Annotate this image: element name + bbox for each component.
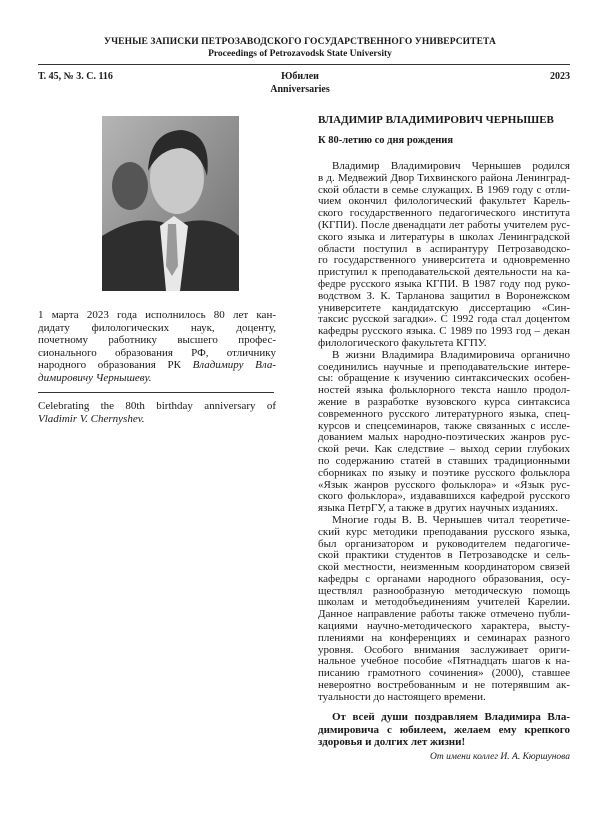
closing-line: здоровья и долгих лет жизни! — [318, 736, 466, 748]
paragraph-line: ского языка и литературы в школах Ленинградской — [318, 230, 570, 243]
paragraph-line: Многие годы В. В. Чернышев читал теоретиче- — [332, 513, 570, 526]
paragraph-line: кафедры с органами народного образования, осу- — [318, 572, 570, 585]
paragraph-line: школам и методобъединениям учителей Карелии. — [318, 596, 570, 609]
portrait-photo — [102, 116, 239, 291]
paragraph-line: ностей языка фольклорного текста нашло продол- — [318, 384, 570, 397]
paragraph-line: области поступил в аспирантуру Петрозаводско- — [318, 242, 570, 255]
paragraph-line: уровня. Особого внимания заслуживает ориги- — [318, 643, 570, 656]
paragraph-line: ской области в семье служащих. В 1969 году с отли- — [318, 183, 570, 196]
article-subtitle: К 80-летию со дня рождения — [318, 135, 454, 146]
paragraph-line: соединились научные и преподавательские интере- — [318, 360, 570, 373]
caption-line: почетному работнику высшего профес- — [38, 334, 276, 347]
paragraph-line: «Язык жанров русского фольклора» и «Язык рус- — [318, 478, 570, 491]
paragraph-line: ского государственного педагогического института — [318, 207, 570, 220]
english-caption — [38, 400, 276, 425]
paragraph-line: ществлял разнообразную методическую помощь — [318, 584, 570, 597]
paragraph-line: го государственного университета и одновременно — [318, 254, 570, 267]
english-name — [38, 413, 276, 426]
paragraph-line: ской местности, неизменным координатором связей — [318, 561, 570, 574]
paragraph-line: кафедры русского языка. С 1989 по 1993 год – декан — [318, 325, 570, 338]
section-en: Anniversaries — [270, 84, 330, 95]
year: 2023 — [550, 71, 570, 82]
caption-text: народного образования РК — [38, 359, 193, 372]
paragraph-line: сы: обращение к изучению синтаксических особен- — [318, 372, 570, 385]
paragraph-line: таксис русской загадки». С 1992 года стал доцентом — [318, 313, 570, 326]
article-title: ВЛАДИМИР ВЛАДИМИРОВИЧ ЧЕРНЫШЕВ — [318, 114, 554, 126]
signature: От имени коллег И. А. Кюршунова — [430, 752, 570, 762]
paragraph-line: курсов и спецсеминаров, также связанных с иссле- — [318, 419, 570, 432]
section-ru: Юбилеи — [281, 71, 319, 82]
caption-rule — [38, 392, 274, 393]
paragraph-line: Владимир Владимирович Чернышев родился — [332, 160, 570, 172]
caption-line — [38, 359, 276, 372]
paragraph-line: кациями научно-методического характера, высту- — [318, 620, 570, 633]
closing-line: От всей души поздравляем Владимира Вла- — [332, 711, 570, 723]
paragraph-line: языка ПетрГУ, а также в других научных изданиях. — [318, 502, 559, 515]
paragraph-line: чием окончил филологический факультет Карель- — [318, 195, 570, 208]
english-line: Celebrating the 80th birthday anniversary of — [38, 400, 276, 412]
paragraph-line: современного русского литературного языка, спец- — [318, 407, 570, 420]
paragraph-line: в д. Медвежий Двор Тихвинского района Ленинград- — [318, 171, 570, 184]
paragraph-line: был организатором и руководителем педагогиче- — [318, 537, 570, 550]
closing-line: димировича с юбилеем, желаем ему крепкого — [318, 723, 570, 736]
paragraph-line: В жизни Владимира Владимировича органично — [332, 348, 570, 361]
english-name-text: Vladimir V. Chernyshev. — [38, 412, 145, 425]
article-body — [318, 161, 570, 704]
paragraph-line: невероятно востребованным и не потерявшим ак- — [318, 679, 570, 692]
paragraph-line: университете кандидатскую диссертацию «Син- — [318, 301, 570, 314]
caption-line: дидату филологических наук, доценту, — [38, 321, 276, 334]
paragraph-line: нальное учебное пособие «Пятнадцать шагов к на- — [318, 655, 570, 668]
journal-title: УЧЕНЫЕ ЗАПИСКИ ПЕТРОЗАВОДСКОГО ГОСУДАРСТВЕННОГО УНИВЕРСИТЕТА — [104, 37, 496, 47]
paragraph-line: по содержанию статей в ставших традиционными — [318, 454, 570, 467]
caption-line — [38, 372, 276, 385]
journal-subtitle: Proceedings of Petrozavodsk State University — [208, 49, 392, 59]
paragraph-line: ского фольклора», издававшихся кафедрой русского — [318, 490, 570, 503]
caption-line: 1 марта 2023 года исполнилось 80 лет кан- — [38, 309, 276, 321]
honoree-name: димировичу Чернышеву. — [38, 371, 152, 384]
paragraph-line: ской практики студентов в Петрозаводске и сель- — [318, 549, 570, 562]
honoree-name: Владимиру Вла- — [192, 359, 276, 372]
caption-line: сионального образования РФ, отличнику — [38, 346, 276, 359]
paragraph-line: плениями на конференциях и семинарах разного — [318, 631, 570, 644]
volume-info: Т. 45, № 3. С. 116 — [38, 71, 113, 82]
paragraph-line: сборниках по языку и поэтике русского фольклора — [318, 466, 570, 479]
header-rule — [38, 64, 570, 65]
paragraph-line: (КГПИ). После двенадцати лет работы учителем рус- — [318, 218, 570, 231]
paragraph-line: водством З. К. Тарланова защитил в Воронежском — [318, 289, 570, 302]
closing-wishes — [318, 711, 570, 749]
paragraph-line: писанию грамотного сочинения» (2000), ставшее — [318, 667, 570, 680]
paragraph-line: филологического факультета КГПУ. — [318, 336, 487, 349]
paragraph-line: Данное направление работы также отмечено публи- — [318, 608, 570, 621]
paragraph-line: федре русского языка КГПИ. В 1987 году под руко- — [318, 277, 570, 290]
paragraph-line: ской речи. Как следствие – выход серии глубоких — [318, 443, 570, 456]
paragraph-line: ский курс методики преподавания русского языка, — [318, 525, 570, 538]
paragraph-line: дованием малых народно-поэтических жанров рус- — [318, 431, 570, 444]
photo-caption — [38, 309, 276, 385]
paragraph-line: жение в разработке вузовского курса синтаксиса — [318, 395, 570, 408]
paragraph-line: приступил к преподавательской деятельности на ка- — [318, 266, 570, 279]
paragraph-line: туальности до настоящего времени. — [318, 690, 486, 703]
